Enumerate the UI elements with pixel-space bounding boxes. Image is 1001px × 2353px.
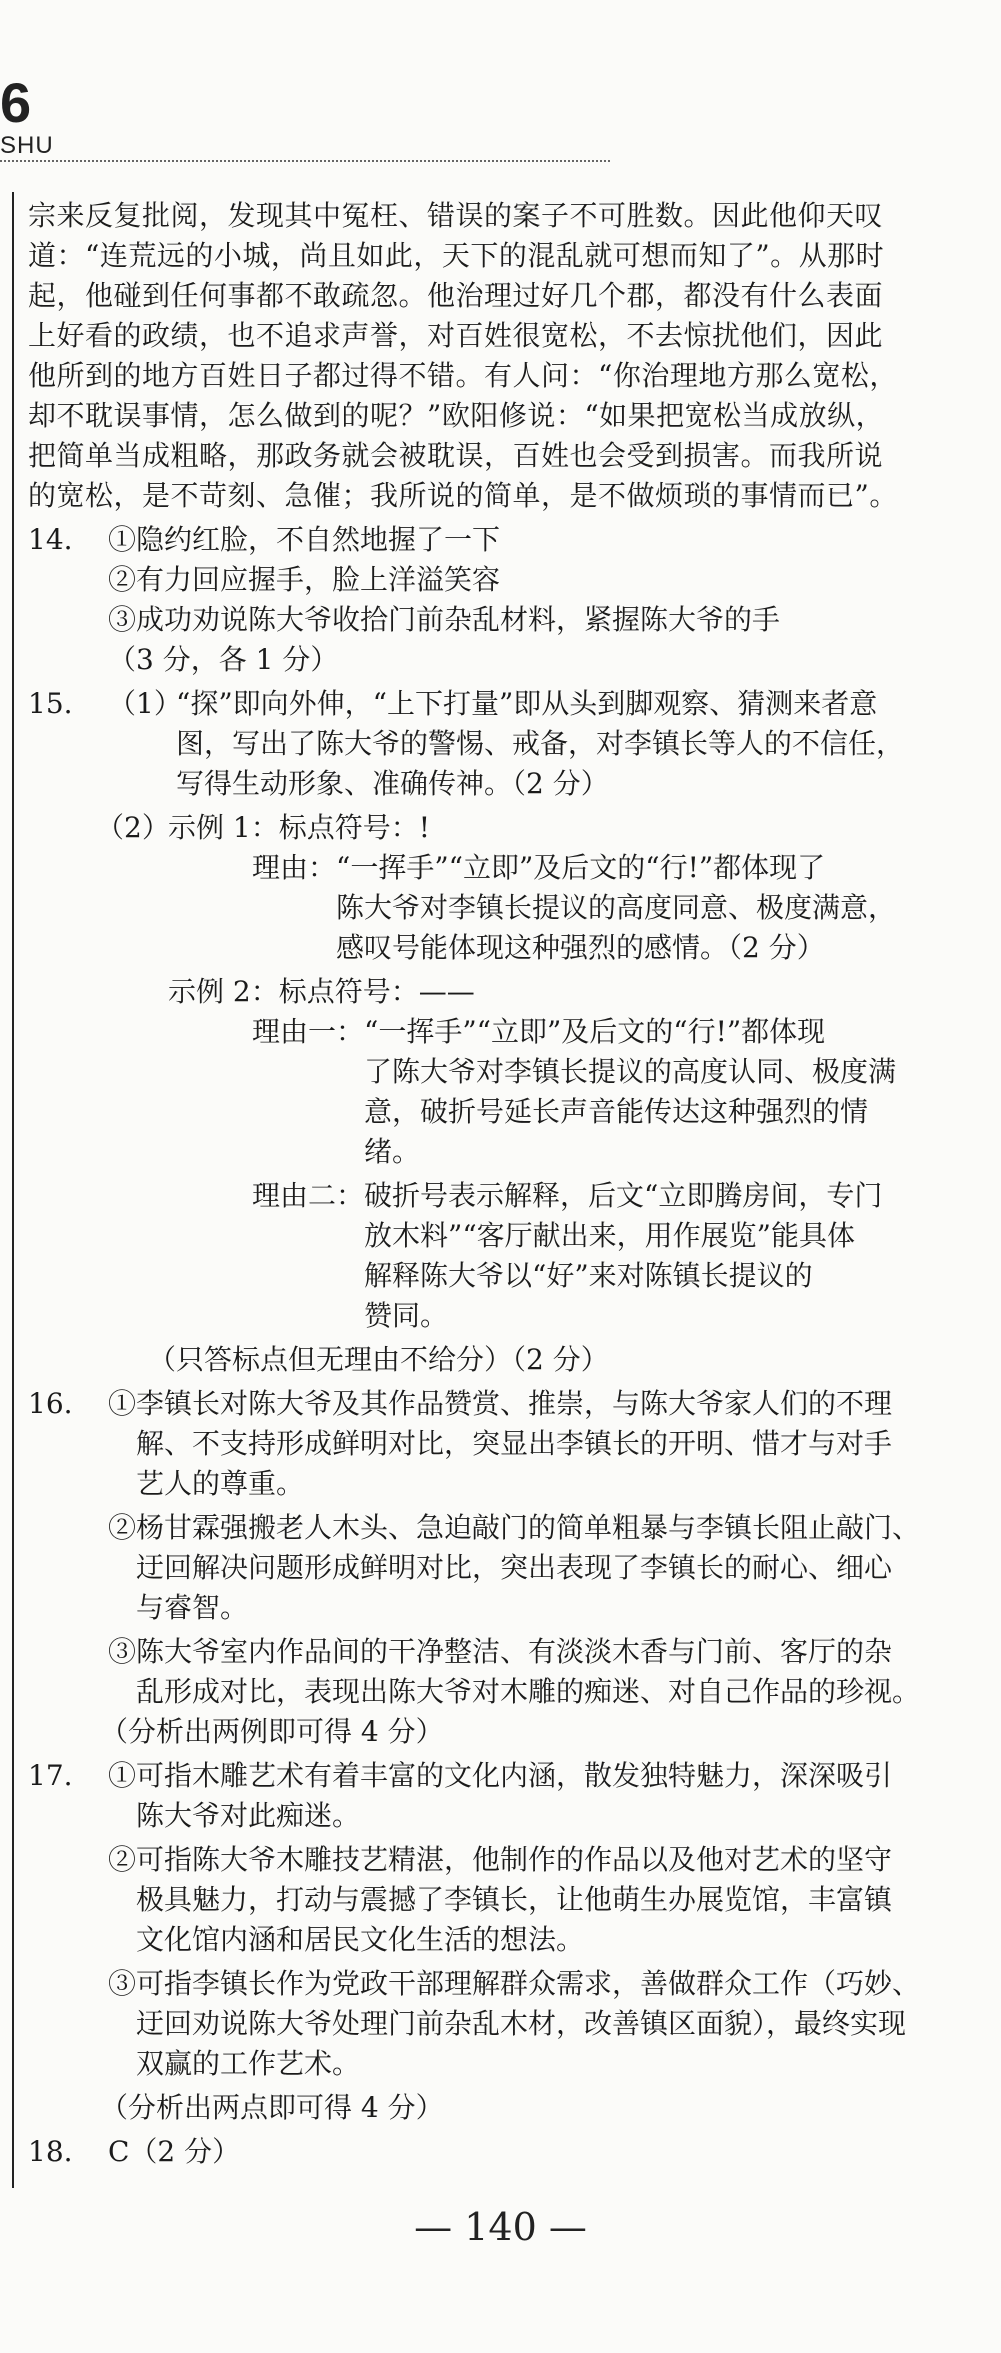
question-15 — [28, 684, 986, 804]
question-number: 15. — [28, 687, 73, 720]
score-note: （分析出两点即可得 4 分） — [100, 2091, 444, 2124]
reason-line: “一挥手”“立即”及后文的“行!”都体现 — [364, 1015, 826, 1048]
answer-line: 迂回劝说陈大爷处理门前杂乱木材，改善镇区面貌），最终实现 — [136, 2007, 907, 2040]
question-number: 16. — [28, 1387, 73, 1420]
intro-line: 道：“连荒远的小城，尚且如此，天下的混乱就可想而知了”。从那时 — [28, 239, 885, 272]
reason-line: 破折号表示解释，后文“立即腾房间，专门 — [364, 1179, 883, 1212]
answer-line: 写得生动形象、准确传神。（2 分） — [176, 767, 609, 800]
answer-line: 乱形成对比，表现出陈大爷对木雕的痴迷、对自己作品的珍视。 — [136, 1675, 921, 1708]
list-item — [108, 1508, 986, 1628]
example-1-reason — [252, 848, 986, 968]
question-number: 17. — [28, 1759, 73, 1792]
answer-line: ①可指木雕艺术有着丰富的文化内涵，散发独特魅力，深深吸引 — [108, 1759, 893, 1792]
answer-line: “探”即向外伸，“上下打量”即从头到脚观察、猜测来者意 — [176, 687, 878, 720]
sub-question-2 — [28, 808, 986, 1380]
answer-line: 文化馆内涵和居民文化生活的想法。 — [136, 1923, 585, 1956]
score-note: （分析出两例即可得 4 分） — [100, 1715, 444, 1748]
reason-line: 陈大爷对李镇长提议的高度同意、极度满意， — [336, 891, 897, 924]
answer-line: ③陈大爷室内作品间的干净整洁、有淡淡木香与门前、客厅的杂 — [108, 1635, 893, 1668]
score-note: （3 分，各 1 分） — [108, 643, 339, 676]
reason-line: “一挥手”“立即”及后文的“行!”都体现了 — [336, 851, 826, 884]
answer-line: ②有力回应握手，脸上洋溢笑容 — [108, 563, 501, 596]
intro-line: 他所到的地方百姓日子都过得不错。有人问：“你治理地方那么宽松， — [28, 359, 898, 392]
sub-question-1 — [108, 684, 986, 804]
intro-line: 宗来反复批阅，发现其中冤枉、错误的案子不可胜数。因此他仰天叹 — [28, 199, 884, 232]
score-note: （只答标点但无理由不给分）（2 分） — [148, 1343, 609, 1376]
reason-label: 理由一： — [252, 1015, 365, 1048]
reason-line: 赞同。 — [364, 1299, 449, 1332]
answer-line: ③成功劝说陈大爷收拾门前杂乱材料，紧握陈大爷的手 — [108, 603, 781, 636]
answer-line: ②杨甘霖强搬老人木头、急迫敲门的简单粗暴与李镇长阻止敲门、 — [108, 1511, 921, 1544]
answer-line: C（2 分） — [108, 2135, 241, 2168]
answer-line: 陈大爷对此痴迷。 — [136, 1799, 361, 1832]
list-item — [108, 1384, 986, 1504]
answer-line: ①李镇长对陈大爷及其作品赞赏、推崇，与陈大爷家人们的不理 — [108, 1387, 893, 1420]
question-17 — [28, 1756, 986, 2128]
answer-line: 迂回解决问题形成鲜明对比，突出表现了李镇长的耐心、细心 — [136, 1551, 893, 1584]
list-item — [108, 1964, 986, 2084]
header-mark: 6 — [0, 71, 32, 134]
question-14 — [28, 520, 986, 680]
reason-label: 理由： — [252, 851, 337, 884]
question-18 — [28, 2132, 986, 2172]
intro-line: 上好看的政绩，也不追求声誉，对百姓很宽松，不去惊扰他们，因此 — [28, 319, 884, 352]
question-number: 14. — [28, 523, 73, 556]
answer-line: 艺人的尊重。 — [136, 1467, 305, 1500]
left-margin-rule — [12, 192, 14, 2188]
answer-content — [28, 196, 986, 2172]
example-1-label: 示例 1：标点符号：! — [168, 811, 430, 844]
answer-line: ①隐约红脸，不自然地握了一下 — [108, 523, 501, 556]
answer-line: ③可指李镇长作为党政干部理解群众需求，善做群众工作（巧妙、 — [108, 1967, 921, 2000]
intro-paragraph — [28, 196, 986, 516]
answer-line: 极具魅力，打动与震撼了李镇长，让他萌生办展览馆，丰富镇 — [136, 1883, 893, 1916]
header-sub: SHU — [0, 132, 54, 159]
reason-line: 绪。 — [364, 1135, 421, 1168]
intro-line: 把简单当成粗略，那政务就会被耽误，百姓也会受到损害。而我所说 — [28, 439, 884, 472]
answer-line: ②可指陈大爷木雕技艺精湛，他制作的作品以及他对艺术的坚守 — [108, 1843, 893, 1876]
reason-line: 感叹号能体现这种强烈的感情。（2 分） — [336, 931, 825, 964]
answer-line: 双赢的工作艺术。 — [136, 2047, 361, 2080]
example-2-label: 示例 2：标点符号：—— — [168, 975, 475, 1008]
intro-line: 起，他碰到任何事都不敢疏忽。他治理过好几个郡，都没有什么表面 — [28, 279, 884, 312]
reason-line: 了陈大爷对李镇长提议的高度认同、极度满 — [364, 1055, 897, 1088]
reason-line: 放木料”“客厅献出来，用作展览”能具体 — [364, 1219, 855, 1252]
answer-line: 解、不支持形成鲜明对比，突显出李镇长的开明、惜才与对手 — [136, 1427, 893, 1460]
header-divider — [0, 160, 610, 162]
reason-line: 解释陈大爷以“好”来对陈镇长提议的 — [364, 1259, 813, 1292]
example-2-reason-1 — [252, 1012, 986, 1172]
list-item — [108, 1632, 986, 1712]
example-2-reason-2 — [252, 1176, 986, 1336]
sub-question-label: （2） — [96, 811, 170, 844]
sub-question-label: （1） — [108, 687, 182, 720]
list-item — [108, 1840, 986, 1960]
question-number: 18. — [28, 2135, 73, 2168]
reason-line: 意，破折号延长声音能传达这种强烈的情 — [364, 1095, 869, 1128]
intro-line: 却不耽误事情，怎么做到的呢？”欧阳修说：“如果把宽松当成放纵， — [28, 399, 885, 432]
question-16 — [28, 1384, 986, 1752]
intro-line: 的宽松，是不苛刻、急催；我所说的简单，是不做烦琐的事情而已”。 — [28, 479, 898, 512]
answer-line: 与睿智。 — [136, 1591, 249, 1624]
reason-label: 理由二： — [252, 1179, 365, 1212]
page-number: — 140 — — [414, 2205, 587, 2249]
answer-line: 图，写出了陈大爷的警惕、戒备，对李镇长等人的不信任， — [176, 727, 905, 760]
list-item — [108, 1756, 986, 1836]
